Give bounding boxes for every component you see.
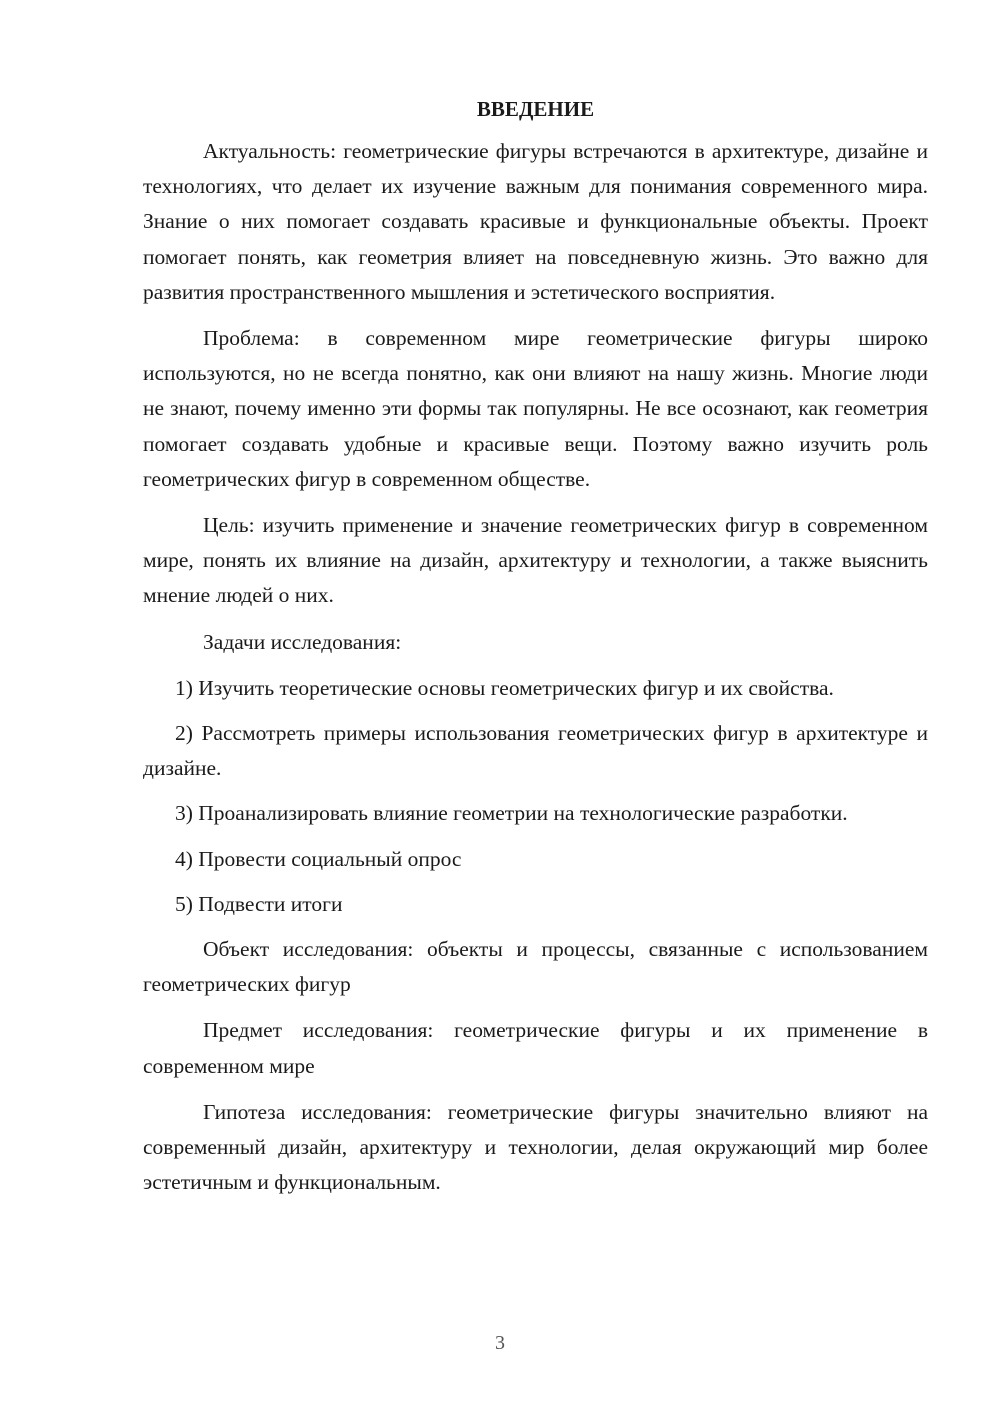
- page-number: 3: [495, 1332, 505, 1354]
- task-item: 3) Проанализировать влияние геометрии на технологические разработки.: [175, 801, 848, 826]
- task-item: 5) Подвести итоги: [175, 891, 343, 916]
- tasks-list: [143, 671, 928, 922]
- tasks-heading: Задачи исследования:: [203, 629, 402, 654]
- task-item: 1) Изучить теоретические основы геометрических фигур и их свойства.: [175, 675, 834, 700]
- relevance-paragraph: Актуальность: геометрические фигуры встречаются в архитектуре, дизайне и технологиях, что делает их изучение важным для понимания современного мира. Знание о них помогает создавать красивые и функциональные объекты. Проект помогает понять, как геометрия влияет на повседневную жизнь. Это важно для развития пространственного мышления и эстетического восприятия.: [143, 139, 928, 304]
- task-item: 2) Рассмотреть примеры использования геометрических фигур в архитектуре и дизайне.: [143, 721, 928, 781]
- goal-paragraph: Цель: изучить применение и значение геометрических фигур в современном мире, понять их влияние на дизайн, архитектуру и технологии, а также выяснить мнение людей о них.: [143, 513, 928, 608]
- problem-paragraph: Проблема: в современном мире геометрические фигуры широко используются, но не всегда понятно, как они влияют на нашу жизнь. Многие люди не знают, почему именно эти формы так популярны. Не все осознают, как геометрия помогает создавать удобные и красивые вещи. Поэтому важно изучить роль геометрических фигур в современном обществе.: [143, 326, 928, 491]
- subject-paragraph: Предмет исследования: геометрические фигуры и их применение в современном мире: [143, 1018, 928, 1078]
- task-item: 4) Провести социальный опрос: [175, 846, 462, 871]
- object-paragraph: Объект исследования: объекты и процессы, связанные с использованием геометрических фигур: [143, 937, 928, 997]
- document-page: [143, 92, 928, 1211]
- hypothesis-paragraph: Гипотеза исследования: геометрические фигуры значительно влияют на современный дизайн, архитектуру и технологии, делая окружающий мир более эстетичным и функциональным.: [143, 1099, 928, 1195]
- section-title: ВВЕДЕНИЕ: [476, 97, 595, 121]
